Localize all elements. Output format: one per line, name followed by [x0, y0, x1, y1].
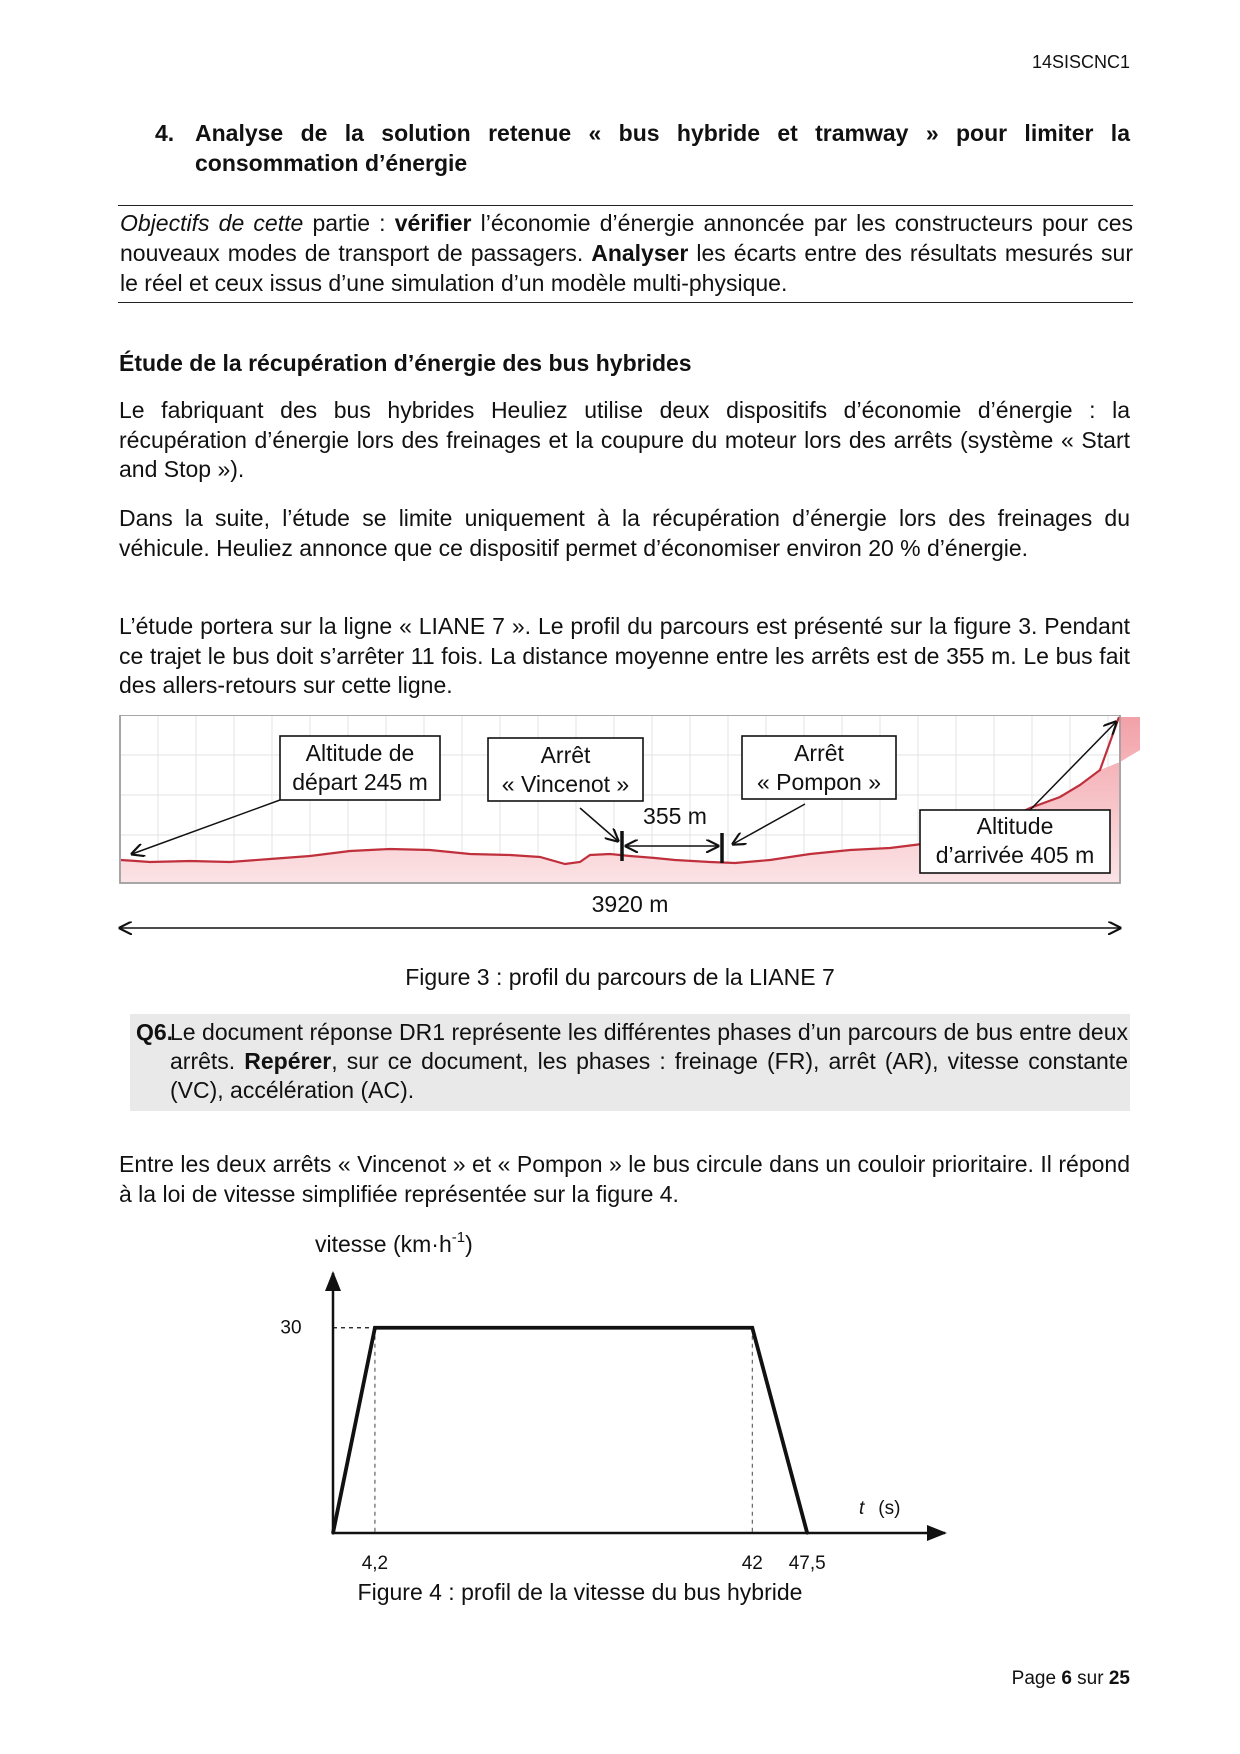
start-altitude-box	[280, 736, 440, 800]
question-text	[170, 1018, 1130, 1105]
stop-vincenot-line2: « Vincenot »	[501, 771, 630, 797]
section-number: 4.	[155, 120, 175, 146]
speed-point	[331, 1531, 334, 1534]
stop-vincenot-line1: Arrêt	[540, 742, 591, 768]
speed-point	[373, 1326, 376, 1329]
total-distance-label: 3920 m	[591, 891, 669, 917]
objectives-label: Objectifs de cette	[120, 210, 304, 236]
objectives-text-1: l’économie d’énergie annoncée par les constructeurs pour ces nouveaux modes de transport de passagers.	[120, 210, 1133, 266]
section-heading	[155, 118, 1130, 178]
paragraph-braking: Dans la suite, l’étude se limite uniquement à la récupération d’énergie lors des freinages du véhicule. Heuliez annonce que ce dispositif permet d’économiser environ 20 % d’énergie.	[119, 505, 1130, 561]
document-code: 14SISCNC1	[1031, 52, 1130, 72]
stop-distance-label: 355 m	[643, 803, 707, 829]
start-altitude-line1: Altitude de	[305, 740, 415, 766]
stop-pompon-box	[742, 736, 896, 799]
end-altitude-line2: d’arrivée 405 m	[935, 842, 1095, 868]
y-axis-label-dot: ·	[431, 1231, 439, 1257]
y-axis-label-exp: -1	[451, 1229, 466, 1246]
paragraph-devices: Le fabriquant des bus hybrides Heuliez utilise deux dispositifs d’économie d’énergie : la récupération d’énergie lors des freinages et la coupure du moteur lors des arrêts (système « Start and Stop »).	[119, 397, 1130, 482]
question-text-1: Le document réponse DR1 représente les différentes phases d’un parcours de bus entre deux arrêts.	[170, 1019, 1128, 1074]
start-altitude-line2: départ 245 m	[292, 769, 428, 795]
route-profile-figure	[110, 715, 1140, 940]
y-axis-label-close: )	[465, 1231, 473, 1257]
section-title: Analyse de la solution retenue « bus hybride et tramway » pour limiter la consommation d’énergie	[195, 120, 1130, 176]
question-text-2: , sur ce document, les phases : freinage (FR), arrêt (AR), vitesse constante (VC), accélération (AC).	[170, 1048, 1128, 1103]
objectives-verb-verify: vérifier	[394, 210, 472, 236]
objectives-box	[118, 205, 1133, 303]
x-tick-label: 42	[741, 1553, 763, 1574]
speed-series-line	[333, 1328, 807, 1533]
paragraph-route: L’étude portera sur la ligne « LIANE 7 ». Le profil du parcours est présenté sur la figure 3. Pendant ce trajet le bus doit s’arrêter 11 fois. La distance moyenne entre les arrêts est de 355 m. Le bus fait des allers-retours sur cette ligne.	[119, 613, 1130, 698]
page-number	[1012, 1668, 1130, 1690]
speed-point	[806, 1531, 809, 1534]
objectives-text-2: les écarts entre des résultats mesurés sur le réel et ceux issus d’une simulation d’un modèle multi-physique.	[120, 240, 1133, 296]
x-tick-label: 47,5	[788, 1553, 826, 1574]
question-verb: Repérer	[244, 1048, 332, 1074]
page-total: 25	[1108, 1668, 1130, 1689]
figure4-caption: Figure 4 : profil de la vitesse du bus hybride	[357, 1579, 803, 1605]
x-axis-unit: (s)	[878, 1498, 901, 1519]
y-axis-label-h: h	[438, 1231, 452, 1257]
speed-point	[751, 1326, 754, 1329]
x-axis-var: t	[859, 1498, 865, 1519]
figure3-caption: Figure 3 : profil du parcours de la LIANE 7	[405, 964, 835, 990]
paragraph-priority-lane: Entre les deux arrêts « Vincenot » et « Pompon » le bus circule dans un couloir prioritaire. Il répond à la loi de vitesse simplifiée représentée sur la figure 4.	[119, 1151, 1130, 1207]
end-altitude-box	[920, 810, 1110, 873]
page-prefix: Page	[1011, 1668, 1062, 1689]
stop-pompon-line2: « Pompon »	[756, 769, 882, 795]
page-current: 6	[1061, 1668, 1072, 1689]
y-axis-label-main: vitesse (km	[315, 1231, 432, 1257]
stop-pompon-line1: Arrêt	[794, 740, 844, 766]
page-mid: sur	[1071, 1668, 1109, 1689]
speed-chart	[270, 1225, 970, 1595]
objectives-verb-analyse: Analyser	[591, 240, 689, 266]
objectives-label-rest: partie :	[303, 210, 395, 236]
study-heading: Étude de la récupération d’énergie des bus hybrides	[119, 350, 692, 376]
y-axis-label	[315, 1229, 473, 1257]
question-q6	[130, 1014, 1130, 1111]
stop-vincenot-box	[488, 738, 643, 801]
y-tick-label: 30	[280, 1317, 302, 1339]
question-number: Q6.	[136, 1019, 174, 1045]
end-altitude-line1: Altitude	[976, 813, 1054, 839]
x-tick-label: 4,2	[361, 1553, 389, 1574]
x-axis-label	[859, 1498, 900, 1519]
